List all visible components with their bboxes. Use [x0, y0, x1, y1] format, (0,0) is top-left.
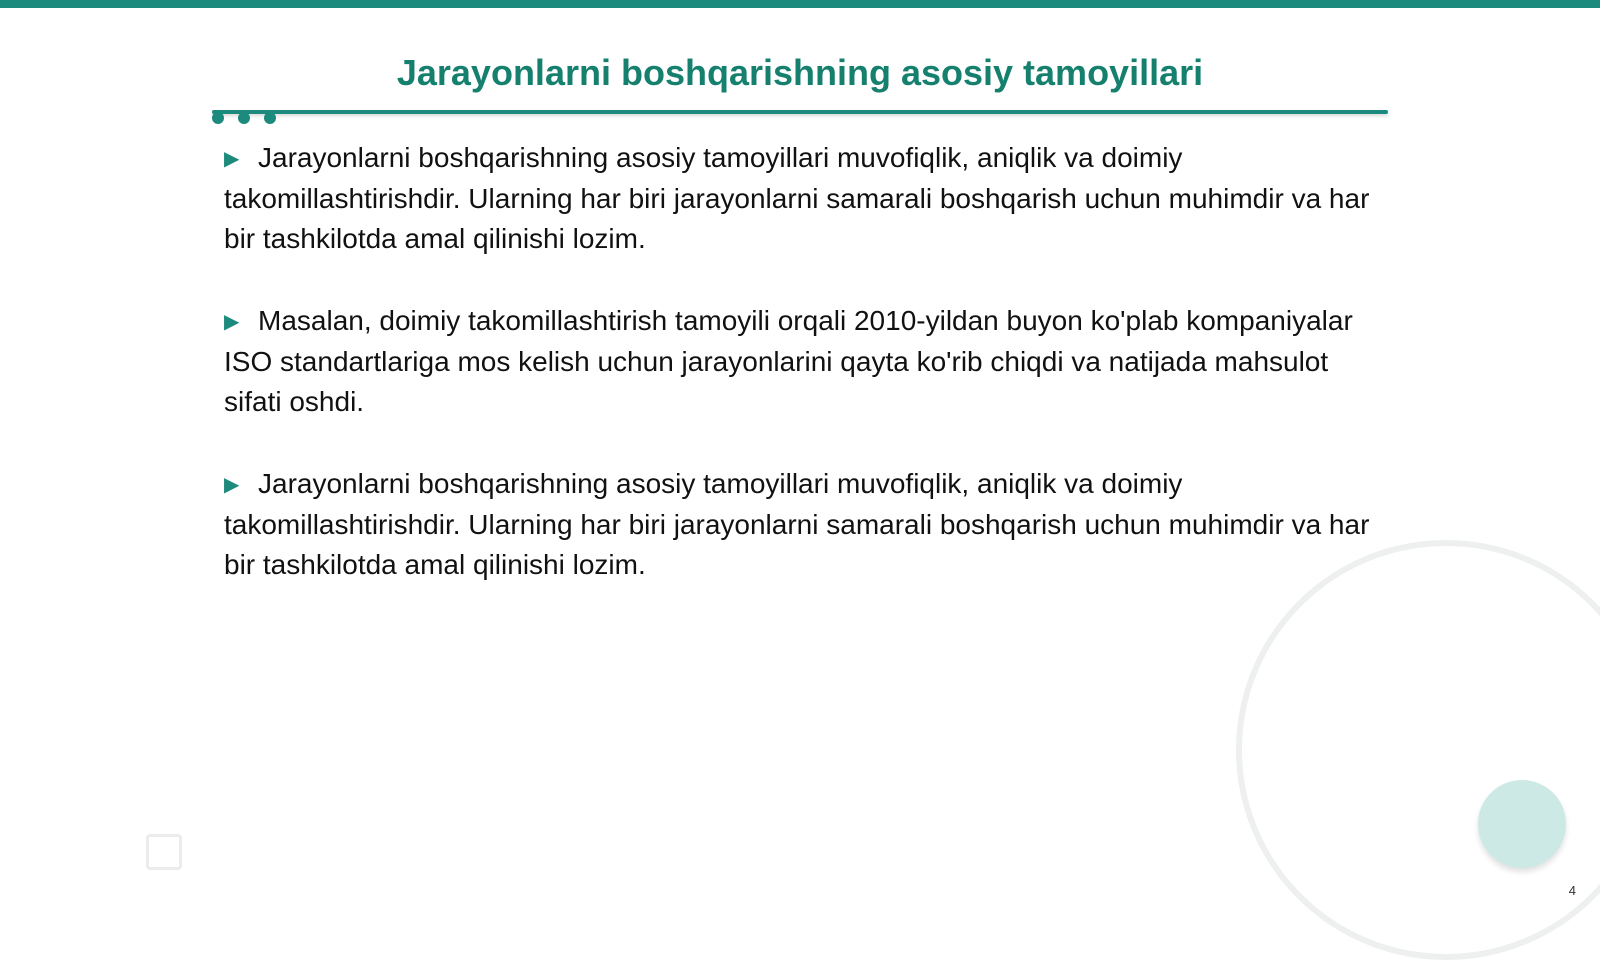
bullet-item [224, 138, 1384, 259]
bullet-text: Masalan, doimiy takomillashtirish tamoyili orqali 2010-yildan buyon ko'plab kompaniyalar ISO standartlariga mos kelish uchun jarayonlarini qayta ko'rib chiqdi va natijada mahsulot sifati oshdi. [224, 305, 1353, 417]
decorative-dot [264, 112, 276, 124]
top-accent-bar [0, 0, 1600, 8]
page-number: 4 [1568, 883, 1576, 898]
bullet-list [224, 138, 1384, 627]
decorative-dot [212, 112, 224, 124]
title-underline [212, 110, 1388, 114]
decorative-circle [1478, 780, 1566, 868]
triangle-bullet-icon: ▶ [224, 474, 240, 496]
decorative-square [146, 834, 182, 870]
slide-title: Jarayonlarni boshqarishning asosiy tamoyillari [396, 52, 1204, 93]
bullet-text: Jarayonlarni boshqarishning asosiy tamoyillari muvofiqlik, aniqlik va doimiy takomillashtirishdir. Ularning har biri jarayonlarni samarali boshqarish uchun muhimdir va har bir tashkilotda amal qilinishi lozim. [224, 142, 1370, 254]
triangle-bullet-icon: ▶ [224, 148, 240, 170]
bullet-text: Jarayonlarni boshqarishning asosiy tamoyillari muvofiqlik, aniqlik va doimiy takomillashtirishdir. Ularning har biri jarayonlarni samarali boshqarish uchun muhimdir va har bir tashkilotda amal qilinishi lozim. [224, 468, 1370, 580]
triangle-bullet-icon: ▶ [224, 311, 240, 333]
bullet-item [224, 301, 1384, 422]
decorative-dot [238, 112, 250, 124]
bullet-item [224, 464, 1384, 585]
